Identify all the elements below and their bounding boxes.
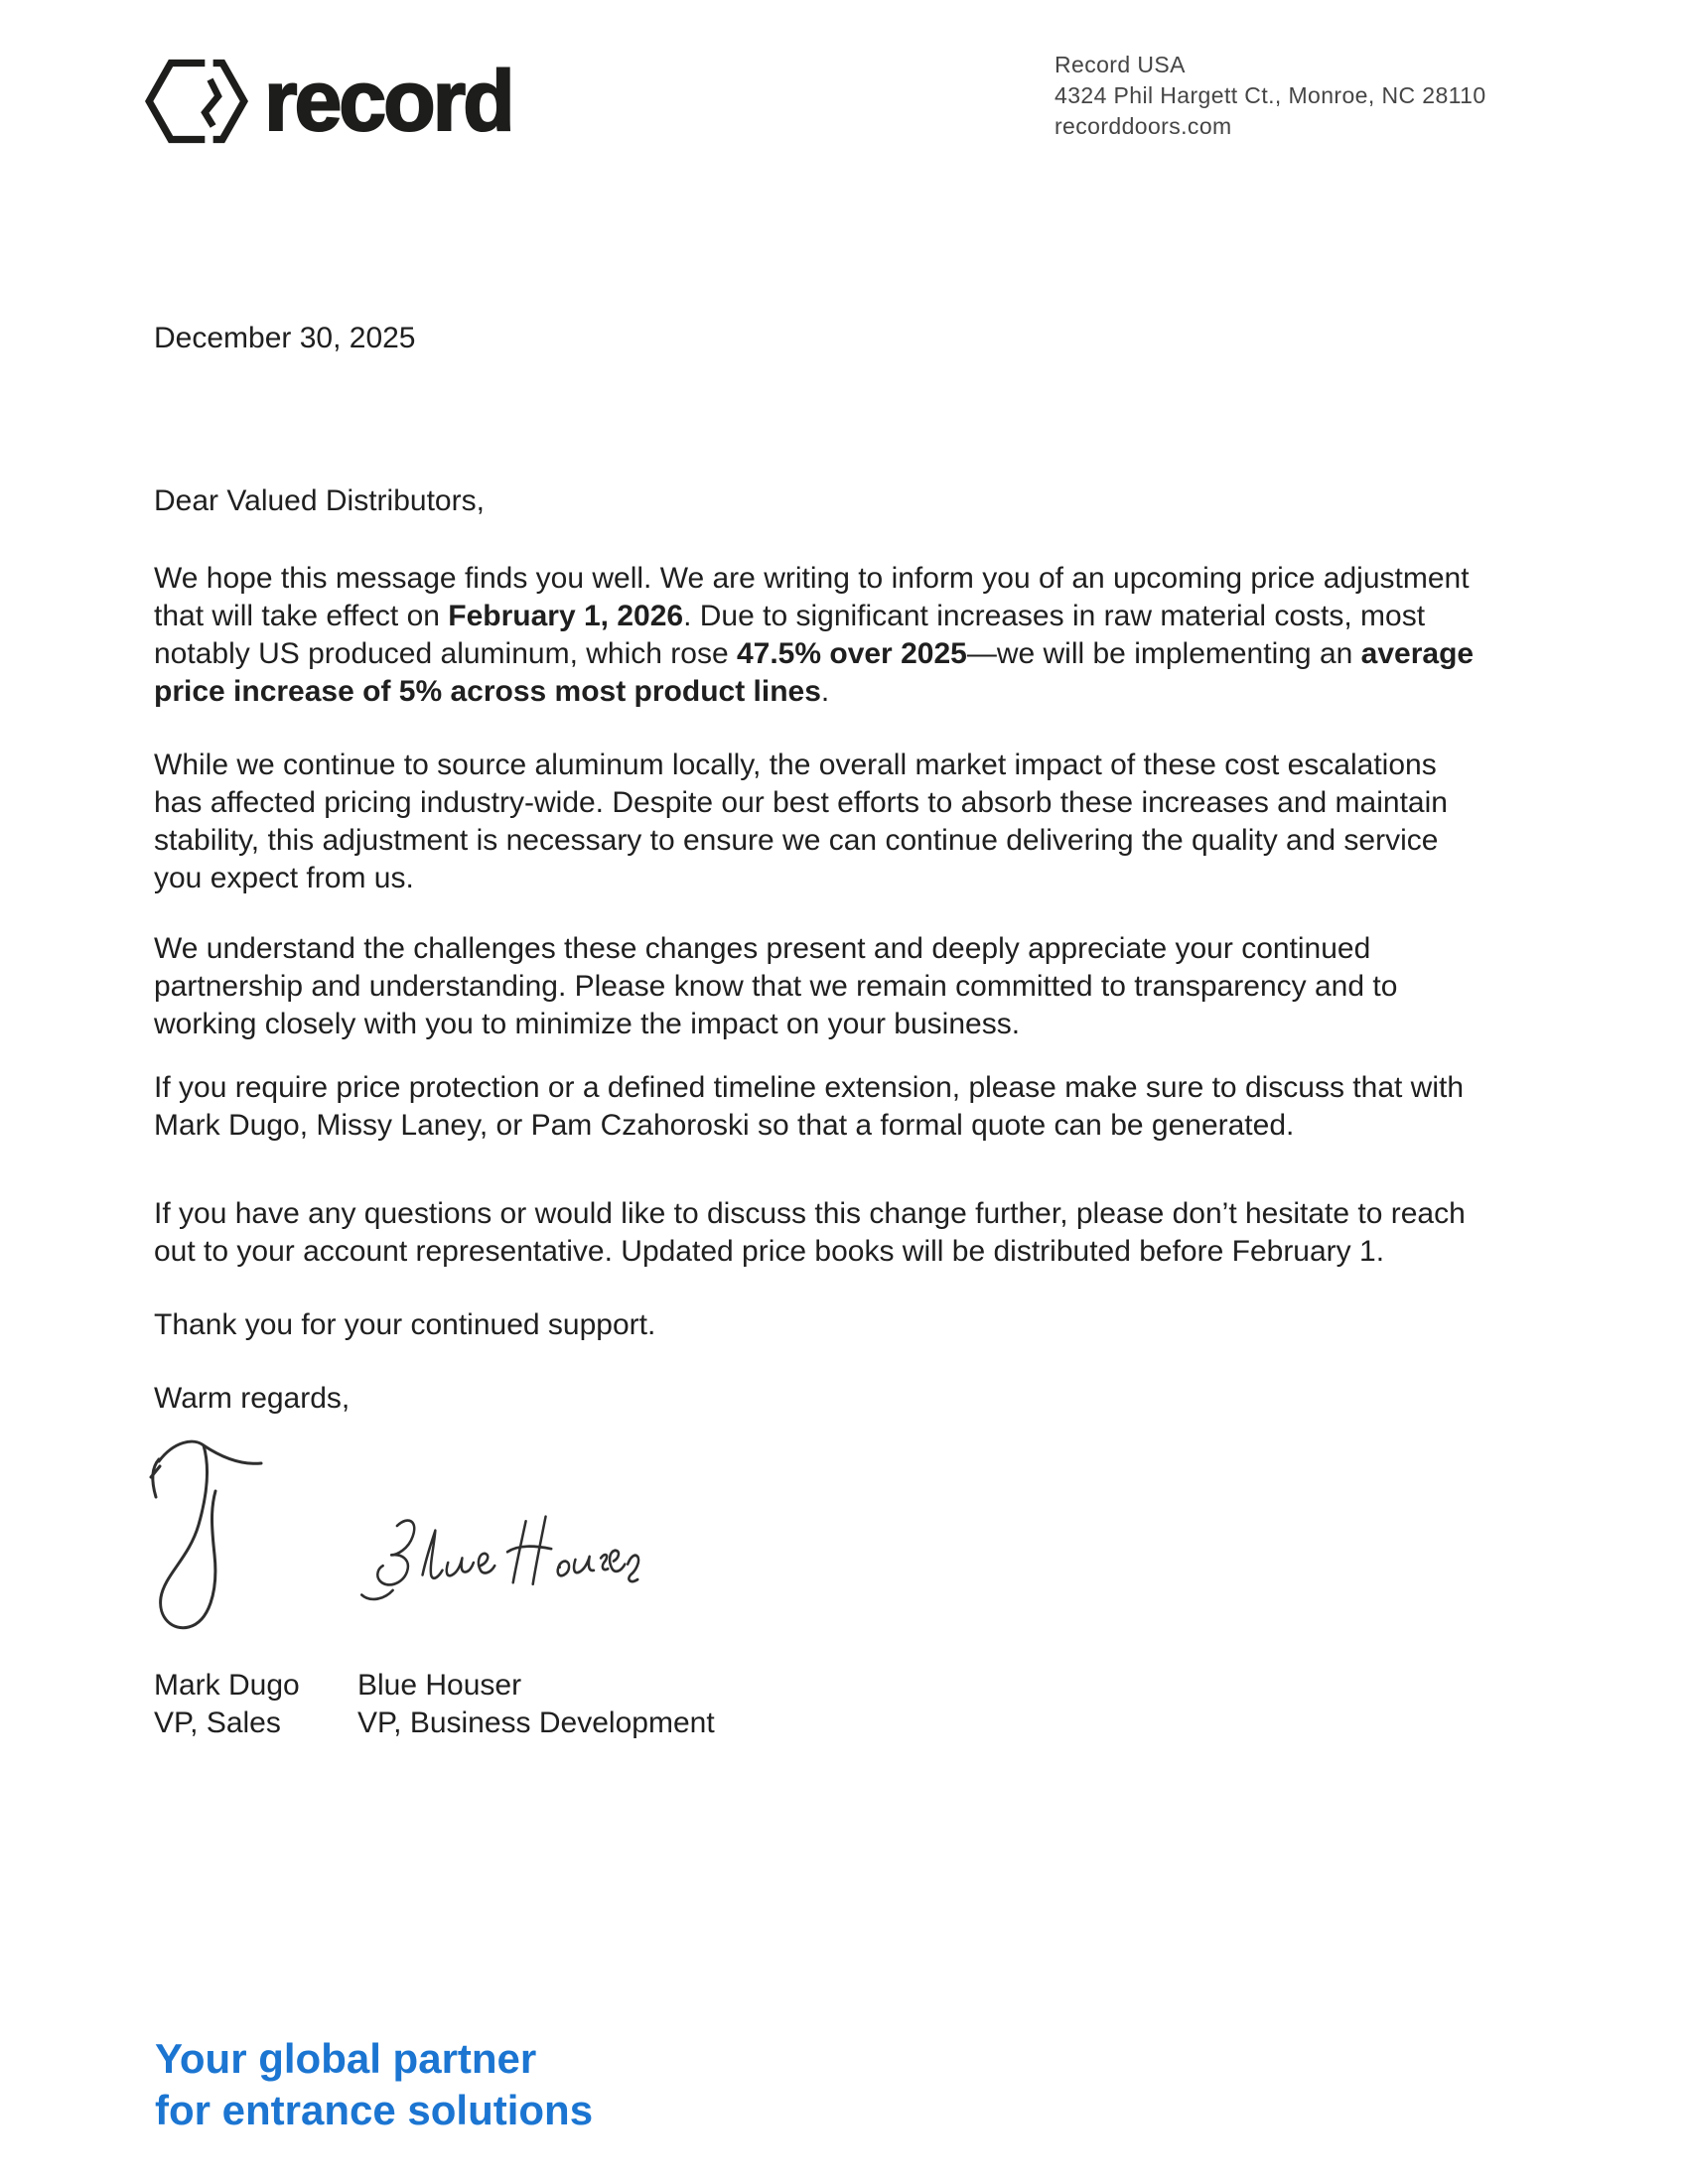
signature-area: [154, 1437, 1489, 1667]
paragraph-price-adjustment: We hope this message finds you well. We are writing to inform you of an upcoming price adjustment that will take effect on February 1, 2026. Due to significant increases in raw material costs, most notably US produced aluminum, which rose 47.5% over 2025—we will be implementing an average price increase of 5% across most product lines.: [154, 562, 1475, 708]
signer-name: Mark Dugo: [154, 1669, 300, 1702]
paragraph-partnership: We understand the challenges these changes present and deeply appreciate your continued partnership and understanding. Please know that we remain committed to transparency and to working closely with you to minimize the impact on your business.: [154, 932, 1398, 1040]
mark-dugo-signature-image: [144, 1435, 268, 1644]
address-website: recorddoors.com: [1055, 113, 1232, 139]
signer-name: Blue Houser: [357, 1669, 522, 1702]
signer-title: VP, Sales: [154, 1706, 281, 1739]
signer-blue-houser: [357, 1667, 715, 1742]
letter-body: [154, 320, 1489, 1742]
tagline-line-1: Your global partner: [155, 2035, 537, 2082]
tagline-line-2: for entrance solutions: [155, 2087, 594, 2133]
address-company: Record USA: [1055, 52, 1186, 77]
record-logo-text: record: [264, 54, 512, 149]
paragraph-questions: If you have any questions or would like to discuss this change further, please don’t hesitate to reach out to your account representative. Updated price books will be distributed before February 1.: [154, 1197, 1466, 1268]
company-address: [1055, 50, 1486, 142]
signer-title: VP, Business Development: [357, 1706, 715, 1739]
blue-houser-signature-image: [357, 1509, 640, 1610]
brand-tagline: [155, 2033, 593, 2136]
address-street: 4324 Phil Hargett Ct., Monroe, NC 28110: [1055, 82, 1486, 108]
record-logo: [145, 54, 512, 149]
signer-mark-dugo: [154, 1667, 357, 1742]
signature-block: [154, 1667, 1489, 1742]
closing-thanks: Thank you for your continued support.: [154, 1308, 656, 1341]
salutation: Dear Valued Distributors,: [154, 484, 485, 517]
paragraph-market-impact: While we continue to source aluminum locally, the overall market impact of these cost escalations has affected pricing industry-wide. Despite our best efforts to absorb these increases and maintain stability, this adjustment is necessary to ensure we can continue delivering the quality and service you expect from us.: [154, 749, 1448, 894]
record-hexagon-icon: [145, 58, 248, 145]
closing-regards: Warm regards,: [154, 1382, 351, 1415]
paragraph-price-protection: If you require price protection or a defined timeline extension, please make sure to discuss that with Mark Dugo, Missy Laney, or Pam Czahoroski so that a formal quote can be generated.: [154, 1071, 1465, 1142]
letter-date: December 30, 2025: [154, 322, 416, 354]
